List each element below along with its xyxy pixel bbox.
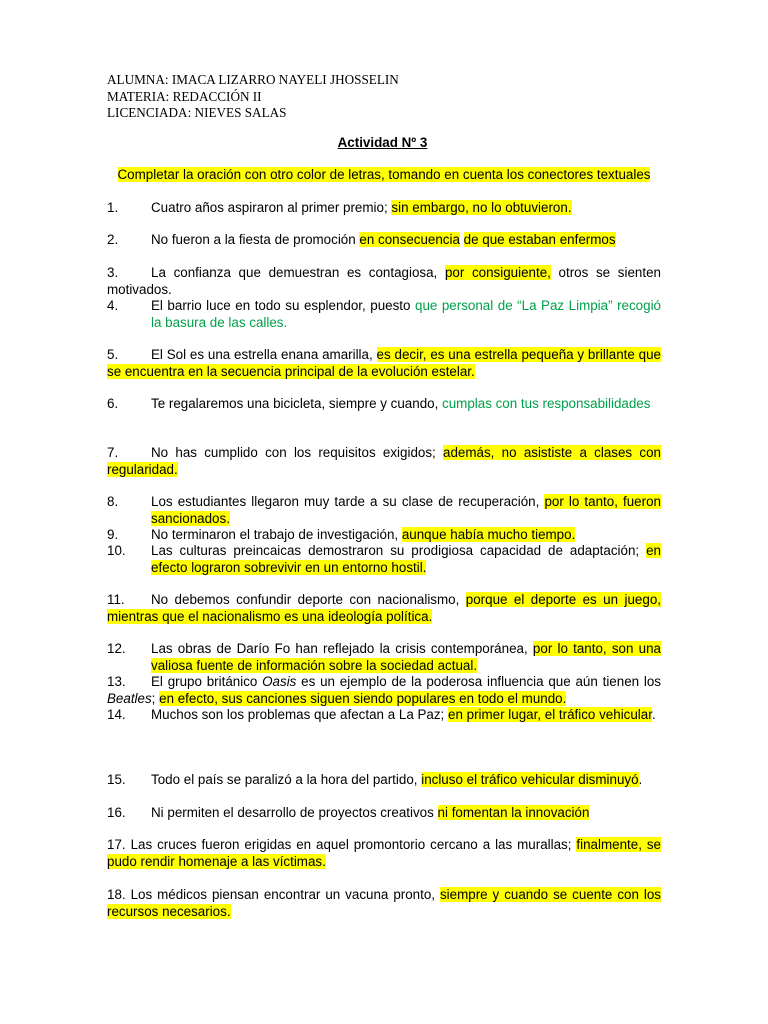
- activity-title: Actividad Nº 3: [337, 135, 428, 150]
- list-item-3: 3. La confianza que demuestran es contagiosa, por consiguiente, otros se sienten motivados.: [107, 265, 665, 297]
- list-item-6: 6. Te regalaremos una bicicleta, siempre y cuando, cumplas con tus responsabilidades: [107, 396, 651, 411]
- list-item-18: 18. Los médicos piensan encontrar un vacuna pronto, siempre y cuando se cuente con los recursos necesarios.: [107, 887, 661, 919]
- list-item-2: 2. No fueron a la fiesta de promoción en consecuencia de que estaban enfermos: [107, 232, 616, 247]
- instruction: Completar la oración con otro color de letras, tomando en cuenta los conectores textuales: [117, 167, 651, 182]
- list-item-4: 4. El barrio luce en todo su esplendor, puesto que personal de “La Paz Limpia” recogió la basura de las calles.: [107, 298, 661, 330]
- list-item-10: 10. Las culturas preincaicas demostraron su prodigiosa capacidad de adaptación; en efecto lograron sobrevivir en un entorno hostil.: [107, 543, 661, 575]
- list-item-11: 11. No debemos confundir deporte con nacionalismo, porque el deporte es un juego, mientras que el nacionalismo es una ideología política.: [107, 592, 661, 624]
- list-item-13: 13. El grupo británico Oasis es un ejemplo de la poderosa influencia que aún tienen los Beatles; en efecto, sus canciones siguen siendo populares en todo el mundo.: [107, 674, 665, 706]
- list-item-14: 14. Muchos son los problemas que afectan a La Paz; en primer lugar, el tráfico vehicular.: [107, 707, 656, 722]
- list-item-8: 8. Los estudiantes llegaron muy tarde a su clase de recuperación, por lo tanto, fueron sancionados.: [107, 494, 661, 526]
- list-item-7: 7. No has cumplido con los requisitos exigidos; además, no asististe a clases con regularidad.: [107, 445, 661, 477]
- list-item-17: 17. Las cruces fueron erigidas en aquel promontorio cercano a las murallas; finalmente, se pudo rendir homenaje a las víctimas.: [107, 837, 661, 869]
- list-item-1: 1. Cuatro años aspiraron al primer premio; sin embargo, no lo obtuvieron.: [107, 200, 572, 215]
- list-item-16: 16. Ni permiten el desarrollo de proyectos creativos ni fomentan la innovación: [107, 805, 590, 820]
- list-item-9: 9. No terminaron el trabajo de investigación, aunque había mucho tiempo.: [107, 527, 576, 542]
- list-item-15: 15. Todo el país se paralizó a la hora del partido, incluso el tráfico vehicular disminuyó.: [107, 772, 643, 787]
- teacher: LICENCIADA: NIEVES SALAS: [107, 105, 287, 120]
- list-item-5: 5. El Sol es una estrella enana amarilla, es decir, es una estrella pequeña y brillante que se encuentra en la secuencia principal de la evolución estelar.: [107, 347, 661, 379]
- subject: MATERIA: REDACCIÓN II: [107, 88, 262, 104]
- list-item-12: 12. Las obras de Darío Fo han reflejado la crisis contemporánea, por lo tanto, son una valiosa fuente de información sobre la sociedad actual.: [107, 641, 661, 673]
- student-name: ALUMNA: IMACA LIZARRO NAYELI JHOSSELIN: [107, 72, 399, 87]
- student-header: [107, 72, 399, 122]
